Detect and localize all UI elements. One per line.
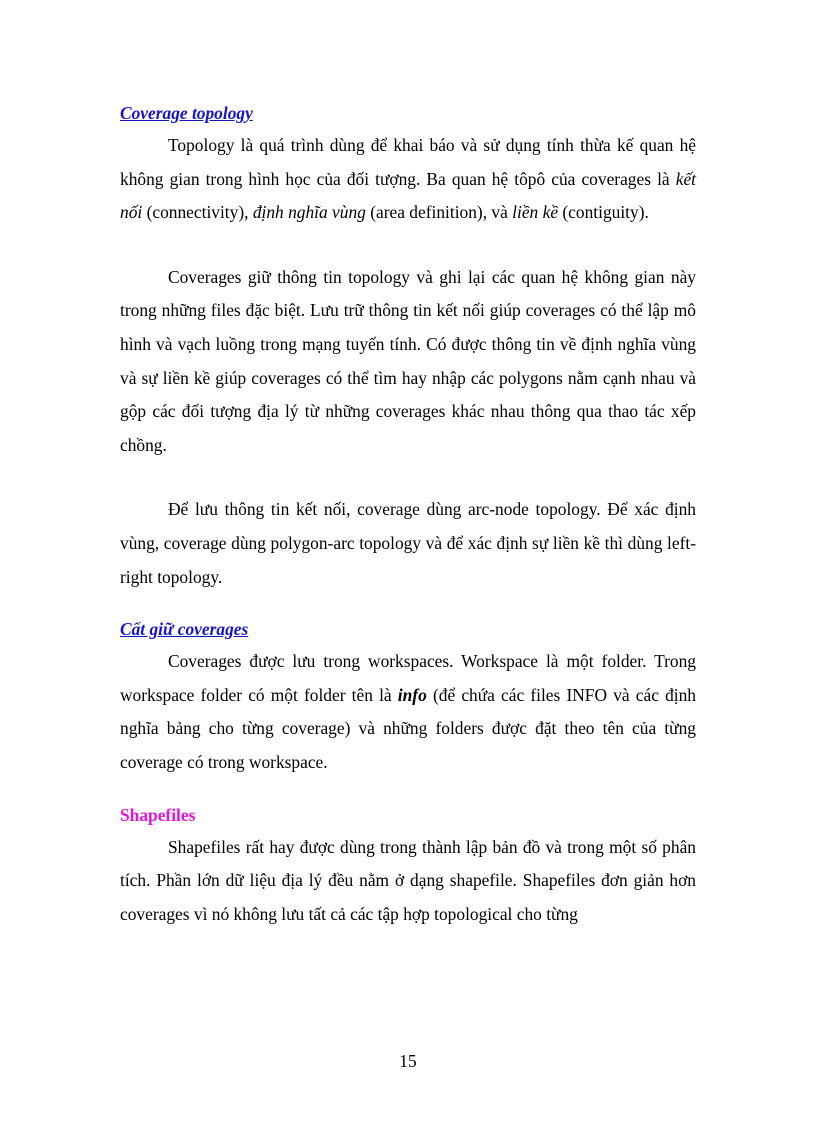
- paragraph-gap: [120, 462, 696, 493]
- text-run: (connectivity),: [142, 202, 253, 223]
- italic-term-dinh-nghia-vung: định nghĩa vùng: [252, 202, 366, 223]
- paragraph-topology-definition: [120, 129, 696, 230]
- paragraph-workspaces: [120, 645, 696, 779]
- paragraph-gap: [120, 230, 696, 261]
- section-gap: [120, 594, 696, 616]
- text-run: Topology là quá trình dùng để khai báo và sử dụng tính thừa kế quan hệ không gian trong hình học của đối tượng. Ba quan hệ tôpô của coverages là: [120, 135, 696, 189]
- document-page: [120, 100, 696, 931]
- italic-term-ket-noi: kết nối: [120, 168, 696, 223]
- page-number: 15: [399, 1051, 417, 1071]
- paragraph-shapefiles: Shapefiles rất hay được dùng trong thành lập bản đồ và trong một số phân tích. Phần lớn dữ liệu địa lý đều nằm ở dạng shapefile. Shapefiles đơn giản hơn coverages vì nó không lưu tất cả các tập hợp topological cho từng: [120, 836, 696, 924]
- italic-term-lien-ke: liền kề: [512, 202, 559, 223]
- paragraph-coverages-topology-info: Coverages giữ thông tin topology và ghi lại các quan hệ không gian này trong những files đặc biệt. Lưu trữ thông tin kết nối giúp coverages có thể lập mô hình và vạch luồng trong mạng tuyến tính. Có được thông tin về định nghĩa vùng và sự liền kề giúp coverages có thể tìm hay nhập các polygons nằm cạnh nhau và gộp các đối tượng địa lý từ những coverages khác nhau thông qua thao tác xếp chồng.: [120, 266, 696, 455]
- text-run: (area definition), và: [365, 202, 513, 223]
- text-run: (contiguity).: [558, 202, 649, 223]
- paragraph-arc-node-topology: Để lưu thông tin kết nối, coverage dùng arc-node topology. Để xác định vùng, coverage dùng polygon-arc topology và để xác định sự liền kề thì dùng left-right topology.: [120, 499, 696, 587]
- section-gap: [120, 780, 696, 802]
- heading-coverage-topology[interactable]: Coverage topology: [120, 103, 253, 123]
- bold-italic-term-info: info: [397, 684, 427, 705]
- heading-shapefiles: Shapefiles: [120, 804, 196, 825]
- text-run: (để chứa các files INFO và các định nghĩa bảng cho từng coverage) và những folders được đặt theo tên của từng coverage có trong workspace.: [120, 684, 697, 772]
- text-run: Coverages được lưu trong workspaces. Workspace là một folder. Trong workspace folder có một folder tên là: [120, 651, 696, 705]
- heading-cat-giu-coverages[interactable]: Cất giữ coverages: [120, 619, 249, 640]
